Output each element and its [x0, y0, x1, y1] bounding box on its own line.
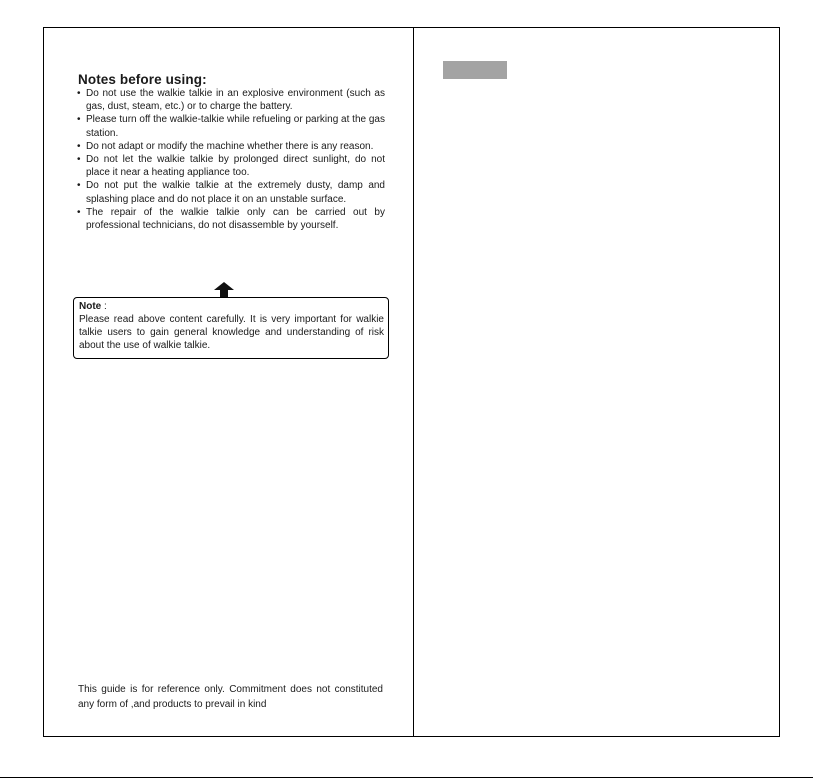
list-item	[77, 206, 385, 232]
note-text: Do not put the walkie talkie at the extremely dusty, damp and splashing place and do not place it on an unstable surface.	[86, 180, 385, 205]
note-text: Please turn off the walkie-talkie while refueling or parking at the gas station.	[86, 114, 385, 139]
note-text: Do not let the walkie talkie by prolonged direct sunlight, do not place it near a heating appliance too.	[86, 154, 385, 179]
bullet-icon: •	[77, 140, 81, 152]
note-title: Note	[79, 301, 102, 312]
note-box	[73, 297, 389, 359]
bullet-icon: •	[77, 180, 81, 192]
bottom-rule	[0, 777, 813, 778]
disclaimer-text: This guide is for reference only. Commitment does not constituted any form of ,and products to prevail in kind	[78, 684, 383, 710]
note-text: The repair of the walkie talkie only can be carried out by professional technicians, do not disassemble by yourself.	[86, 206, 385, 232]
note-text: Do not use the walkie talkie in an explosive environment (such as gas, dust, steam, etc.) or to charge the battery.	[86, 88, 385, 113]
list-item	[77, 113, 385, 139]
notes-list	[77, 87, 385, 232]
left-page	[44, 28, 413, 736]
list-item	[77, 179, 385, 205]
manual-spread	[43, 27, 780, 737]
notes-heading: Notes before using:	[78, 72, 207, 87]
bullet-icon: •	[77, 206, 81, 218]
bullet-icon: •	[77, 114, 81, 126]
list-item	[77, 140, 385, 153]
note-title-separator: :	[101, 301, 107, 312]
list-item	[77, 87, 385, 113]
arrow-up-icon	[214, 282, 234, 298]
bullet-icon: •	[77, 88, 81, 99]
page-divider	[413, 28, 414, 736]
note-text: Do not adapt or modify the machine whether there is any reason.	[86, 140, 374, 152]
gray-block	[443, 61, 507, 79]
note-body: Please read above content carefully. It is very important for walkie talkie users to gain general knowledge and understanding of risk about the use of walkie talkie.	[79, 314, 384, 351]
list-item	[77, 153, 385, 179]
bullet-icon: •	[77, 154, 81, 166]
